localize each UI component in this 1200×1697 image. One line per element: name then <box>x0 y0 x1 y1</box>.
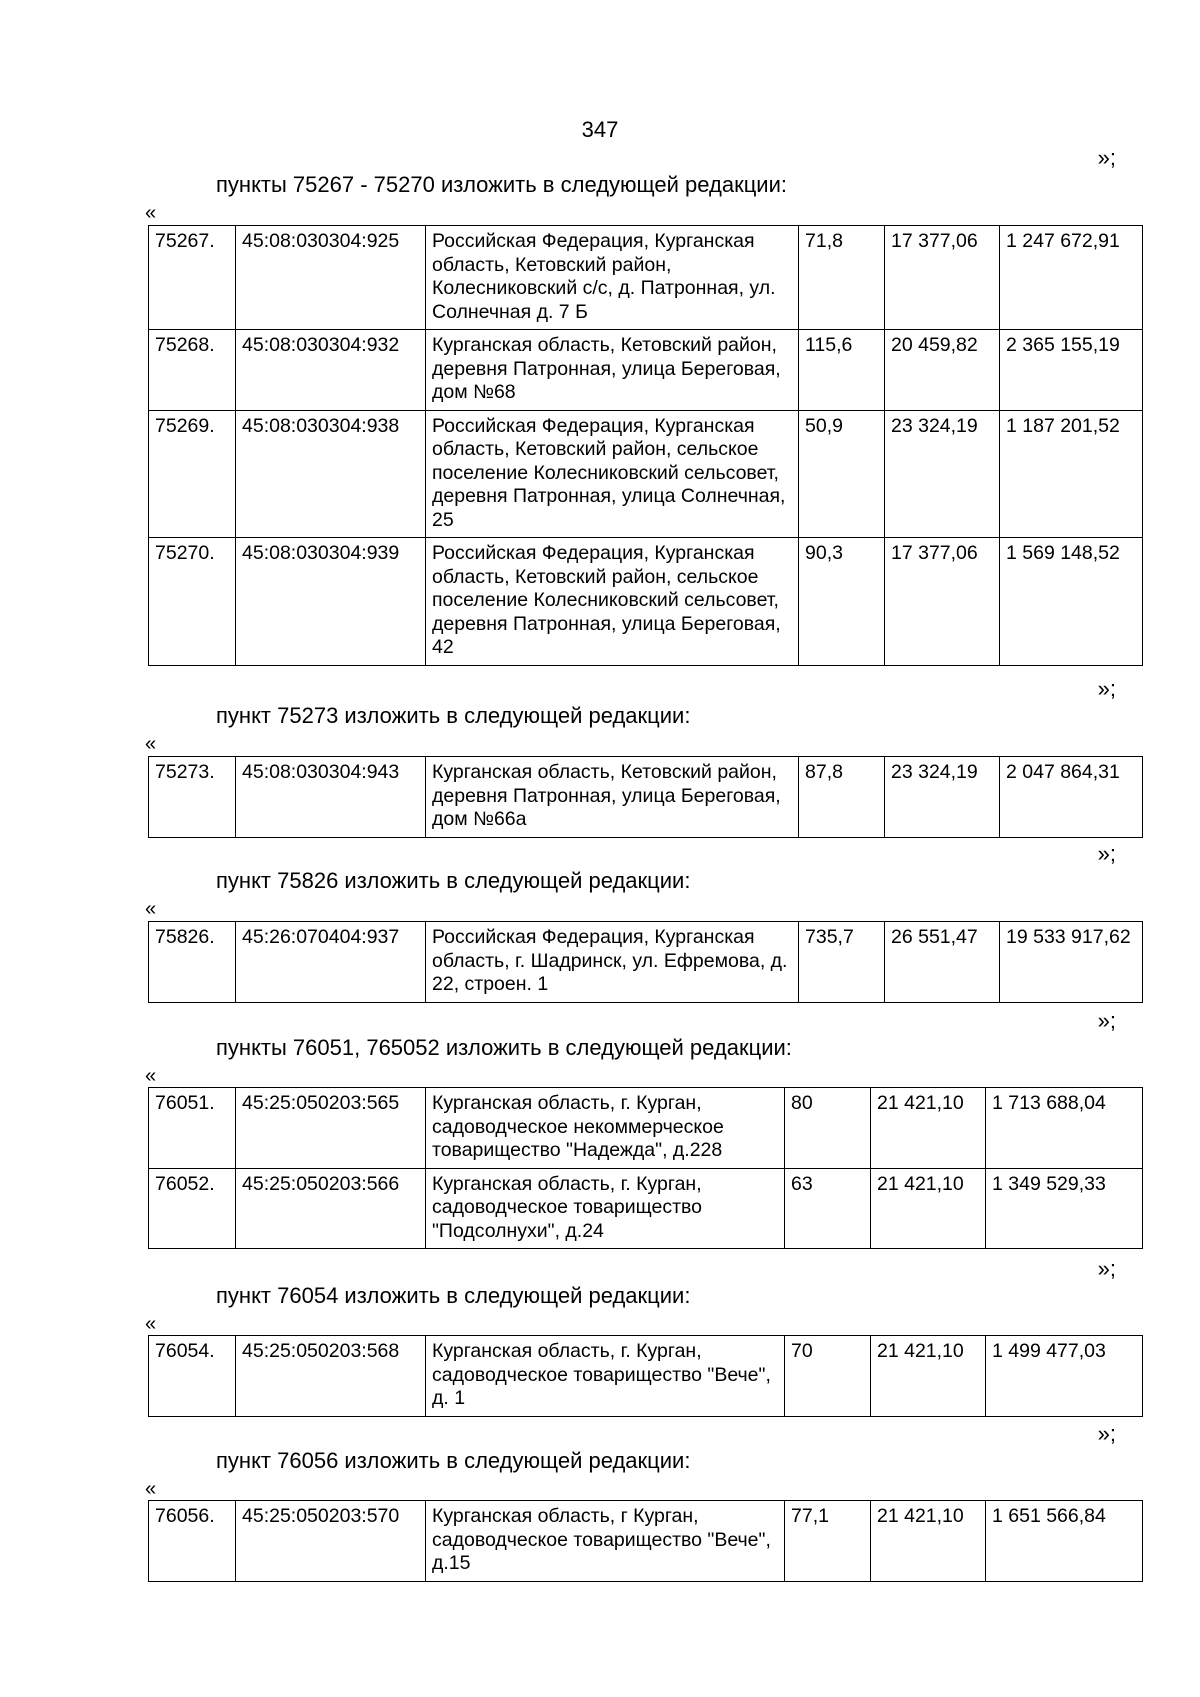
cadastral-number: 45:08:030304:932 <box>236 330 426 411</box>
section-instruction: пункт 76054 изложить в следующей редакции: <box>216 1283 691 1308</box>
address: Курганская область, Кетовский район, деревня Патронная, улица Береговая, дом №66а <box>426 757 799 838</box>
section-instruction: пункт 75273 изложить в следующей редакции: <box>216 703 691 728</box>
items-table <box>148 1335 1143 1417</box>
items-table <box>148 225 1143 666</box>
item-number: 75273. <box>149 757 236 838</box>
price: 21 421,10 <box>871 1168 986 1249</box>
page-number: 347 <box>581 117 619 142</box>
total-value: 1 349 529,33 <box>986 1168 1143 1249</box>
area: 735,7 <box>799 922 885 1003</box>
closing-quote: »; <box>1097 1256 1116 1281</box>
closing-quote: »; <box>1097 145 1116 170</box>
opening-quote: « <box>145 1478 157 1500</box>
address: Курганская область, г. Курган, садоводческое некоммерческое товарищество "Надежда", д.228 <box>426 1088 785 1169</box>
item-number: 75270. <box>149 538 236 666</box>
table-row <box>149 226 1143 330</box>
price: 17 377,06 <box>885 538 1000 666</box>
closing-quote: »; <box>1097 841 1116 866</box>
table-row <box>149 330 1143 411</box>
address: Российская Федерация, Курганская область, Кетовский район, Колесниковский с/с, д. Патронная, ул. Солнечная д. 7 Б <box>426 226 799 330</box>
total-value: 1 187 201,52 <box>1000 410 1143 538</box>
table-row <box>149 1501 1143 1582</box>
table-row <box>149 538 1143 666</box>
total-value: 1 247 672,91 <box>1000 226 1143 330</box>
opening-quote: « <box>145 733 157 755</box>
cadastral-number: 45:25:050203:565 <box>236 1088 426 1169</box>
address: Российская Федерация, Курганская область, Кетовский район, сельское поселение Колесниковский сельсовет, деревня Патронная, улица Береговая, 42 <box>426 538 799 666</box>
items-table <box>148 756 1143 838</box>
items-table <box>148 1500 1143 1582</box>
opening-quote: « <box>145 898 157 920</box>
total-value: 1 713 688,04 <box>986 1088 1143 1169</box>
cadastral-number: 45:08:030304:939 <box>236 538 426 666</box>
opening-quote: « <box>145 202 157 224</box>
item-number: 76051. <box>149 1088 236 1169</box>
item-number: 75826. <box>149 922 236 1003</box>
section-instruction: пункт 76056 изложить в следующей редакции: <box>216 1448 691 1473</box>
items-table <box>148 921 1143 1003</box>
cadastral-number: 45:26:070404:937 <box>236 922 426 1003</box>
price: 17 377,06 <box>885 226 1000 330</box>
price: 21 421,10 <box>871 1501 986 1582</box>
closing-quote: »; <box>1097 1421 1116 1446</box>
area: 63 <box>785 1168 871 1249</box>
price: 21 421,10 <box>871 1088 986 1169</box>
area: 71,8 <box>799 226 885 330</box>
closing-quote: »; <box>1097 676 1116 701</box>
item-number: 75267. <box>149 226 236 330</box>
area: 115,6 <box>799 330 885 411</box>
item-number: 76056. <box>149 1501 236 1582</box>
address: Курганская область, г Курган, садоводческое товарищество "Вече", д.15 <box>426 1501 785 1582</box>
address: Курганская область, г. Курган, садоводческое товарищество "Вече", д. 1 <box>426 1336 785 1417</box>
price: 20 459,82 <box>885 330 1000 411</box>
address: Курганская область, Кетовский район, деревня Патронная, улица Береговая, дом №68 <box>426 330 799 411</box>
area: 90,3 <box>799 538 885 666</box>
total-value: 1 569 148,52 <box>1000 538 1143 666</box>
address: Российская Федерация, Курганская область, Кетовский район, сельское поселение Колесниковский сельсовет, деревня Патронная, улица Солнечная, 25 <box>426 410 799 538</box>
cadastral-number: 45:25:050203:570 <box>236 1501 426 1582</box>
item-number: 76054. <box>149 1336 236 1417</box>
total-value: 1 499 477,03 <box>986 1336 1143 1417</box>
cadastral-number: 45:08:030304:925 <box>236 226 426 330</box>
table-row <box>149 922 1143 1003</box>
area: 87,8 <box>799 757 885 838</box>
price: 23 324,19 <box>885 410 1000 538</box>
section-instruction: пункты 76051, 765052 изложить в следующей редакции: <box>216 1035 792 1060</box>
price: 21 421,10 <box>871 1336 986 1417</box>
address: Российская Федерация, Курганская область, г. Шадринск, ул. Ефремова, д. 22, строен. 1 <box>426 922 799 1003</box>
table-row <box>149 1336 1143 1417</box>
price: 26 551,47 <box>885 922 1000 1003</box>
cadastral-number: 45:25:050203:566 <box>236 1168 426 1249</box>
items-table <box>148 1087 1143 1249</box>
total-value: 2 365 155,19 <box>1000 330 1143 411</box>
total-value: 1 651 566,84 <box>986 1501 1143 1582</box>
item-number: 75269. <box>149 410 236 538</box>
cadastral-number: 45:08:030304:938 <box>236 410 426 538</box>
item-number: 76052. <box>149 1168 236 1249</box>
table-row <box>149 1088 1143 1169</box>
total-value: 2 047 864,31 <box>1000 757 1143 838</box>
price: 23 324,19 <box>885 757 1000 838</box>
opening-quote: « <box>145 1313 157 1335</box>
cadastral-number: 45:25:050203:568 <box>236 1336 426 1417</box>
area: 80 <box>785 1088 871 1169</box>
section-instruction: пункт 75826 изложить в следующей редакции: <box>216 868 691 893</box>
area: 70 <box>785 1336 871 1417</box>
area: 50,9 <box>799 410 885 538</box>
table-row <box>149 757 1143 838</box>
item-number: 75268. <box>149 330 236 411</box>
closing-quote: »; <box>1097 1008 1116 1033</box>
cadastral-number: 45:08:030304:943 <box>236 757 426 838</box>
table-row <box>149 1168 1143 1249</box>
section-instruction: пункты 75267 - 75270 изложить в следующей редакции: <box>216 172 788 197</box>
total-value: 19 533 917,62 <box>1000 922 1143 1003</box>
opening-quote: « <box>145 1065 157 1087</box>
address: Курганская область, г. Курган, садоводческое товарищество "Подсолнухи", д.24 <box>426 1168 785 1249</box>
table-row <box>149 410 1143 538</box>
area: 77,1 <box>785 1501 871 1582</box>
